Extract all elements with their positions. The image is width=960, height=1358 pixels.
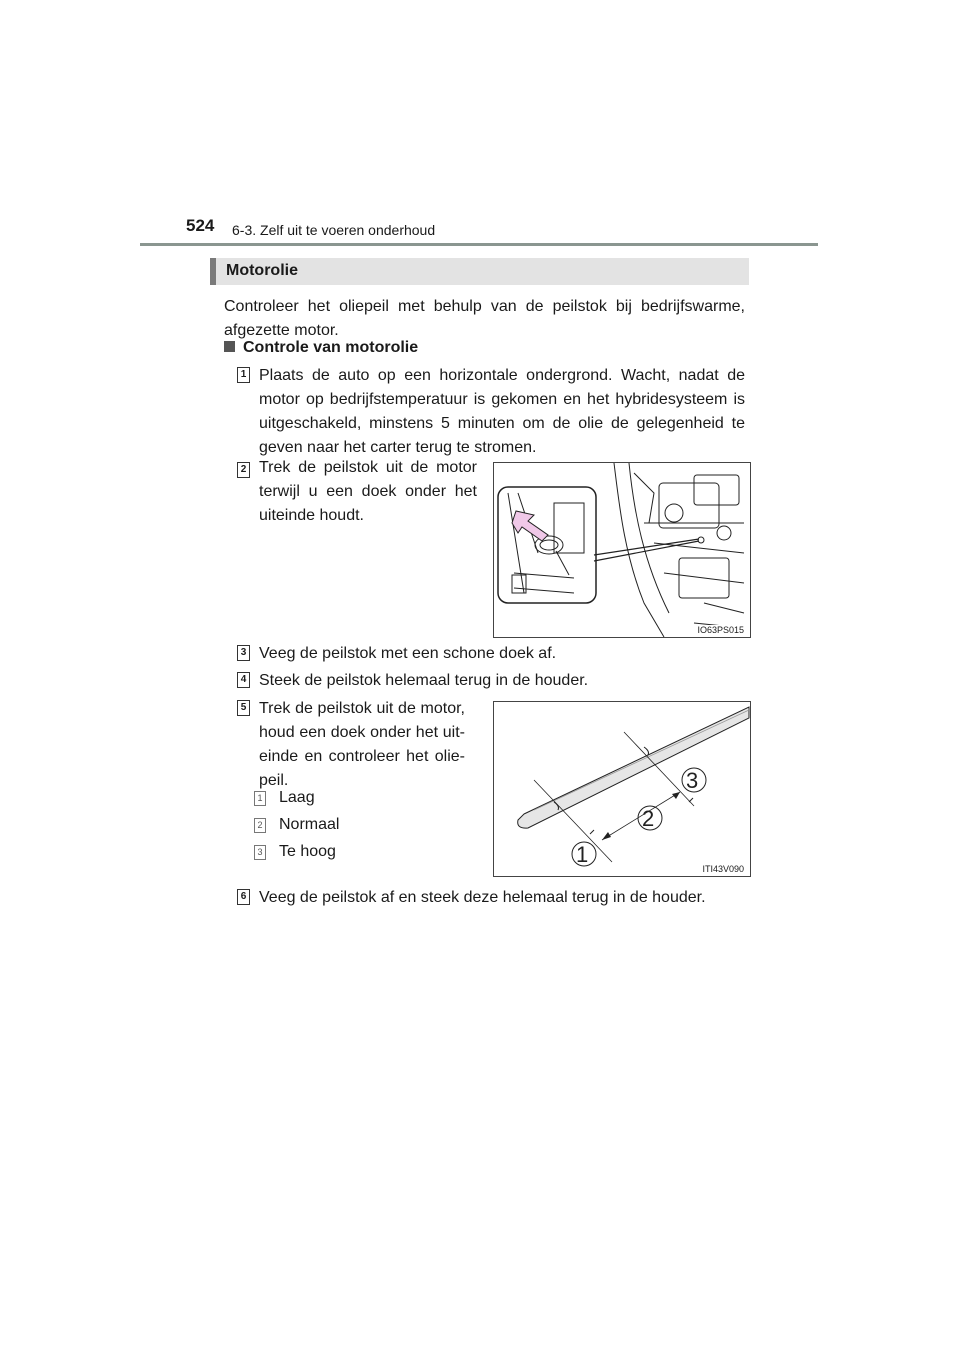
step-number-4: 4 (237, 672, 250, 688)
page-number: 524 (186, 216, 215, 235)
callout-label-2: Normaal (279, 816, 340, 833)
callout-label-3: Te hoog (279, 843, 336, 860)
section-breadcrumb: 6-3. Zelf uit te voeren onderhoud (232, 222, 436, 238)
section-title: Motorolie (226, 262, 298, 279)
intro-paragraph: Controleer het oliepeil met behulp van de peilstok bij bedrijfswarme, afgezette motor. (224, 298, 745, 339)
step-1-text: Plaats de auto op een horizontale ondergrond. Wacht, nadat de motor op bedrijfstemperatuur is gekomen en het hybridesysteem is uitgeschakeld, minstens 5 minuten om de olie de gelegenheid te geven naar het carter terug te stromen. (259, 367, 745, 456)
step-6-text: Veeg de peilstok af en steek deze helemaal terug in de houder. (259, 889, 706, 906)
dipstick-figure (493, 701, 751, 877)
marker-1: 1 (576, 842, 589, 867)
figure-code: IO63PS015 (697, 625, 744, 635)
callout-number-3: 3 (254, 845, 266, 860)
header-divider (140, 243, 818, 246)
engine-bay-figure (493, 462, 751, 638)
step-number-5: 5 (237, 700, 250, 716)
figure-code: ITI43V090 (702, 864, 744, 874)
callout-number-2: 2 (254, 818, 266, 833)
step-5-text: Trek de peilstok uit de motor, houd een doek onder het uit-einde en controleer het olie-peil. (259, 700, 465, 789)
step-4-text: Steek de peilstok helemaal terug in de houder. (259, 672, 589, 689)
step-number-1: 1 (237, 367, 250, 383)
step-number-6: 6 (237, 889, 250, 905)
engine-bay-drawing (494, 463, 750, 637)
step-number-3: 3 (237, 645, 250, 661)
square-bullet-icon (224, 341, 235, 352)
title-accent (210, 258, 216, 285)
marker-2: 2 (642, 806, 655, 831)
subheading (224, 339, 418, 357)
dipstick-drawing (494, 702, 750, 876)
subheading-text: Controle van motorolie (243, 339, 419, 356)
marker-3: 3 (686, 768, 699, 793)
step-3-text: Veeg de peilstok met een schone doek af. (259, 645, 557, 662)
callout-label-1: Laag (279, 789, 315, 806)
step-number-2: 2 (237, 462, 250, 478)
callout-number-1: 1 (254, 791, 266, 806)
section-title-bar (210, 258, 749, 285)
step-2-text: Trek de peilstok uit de motor terwijl u een doek onder het uiteinde houdt. (259, 459, 477, 524)
